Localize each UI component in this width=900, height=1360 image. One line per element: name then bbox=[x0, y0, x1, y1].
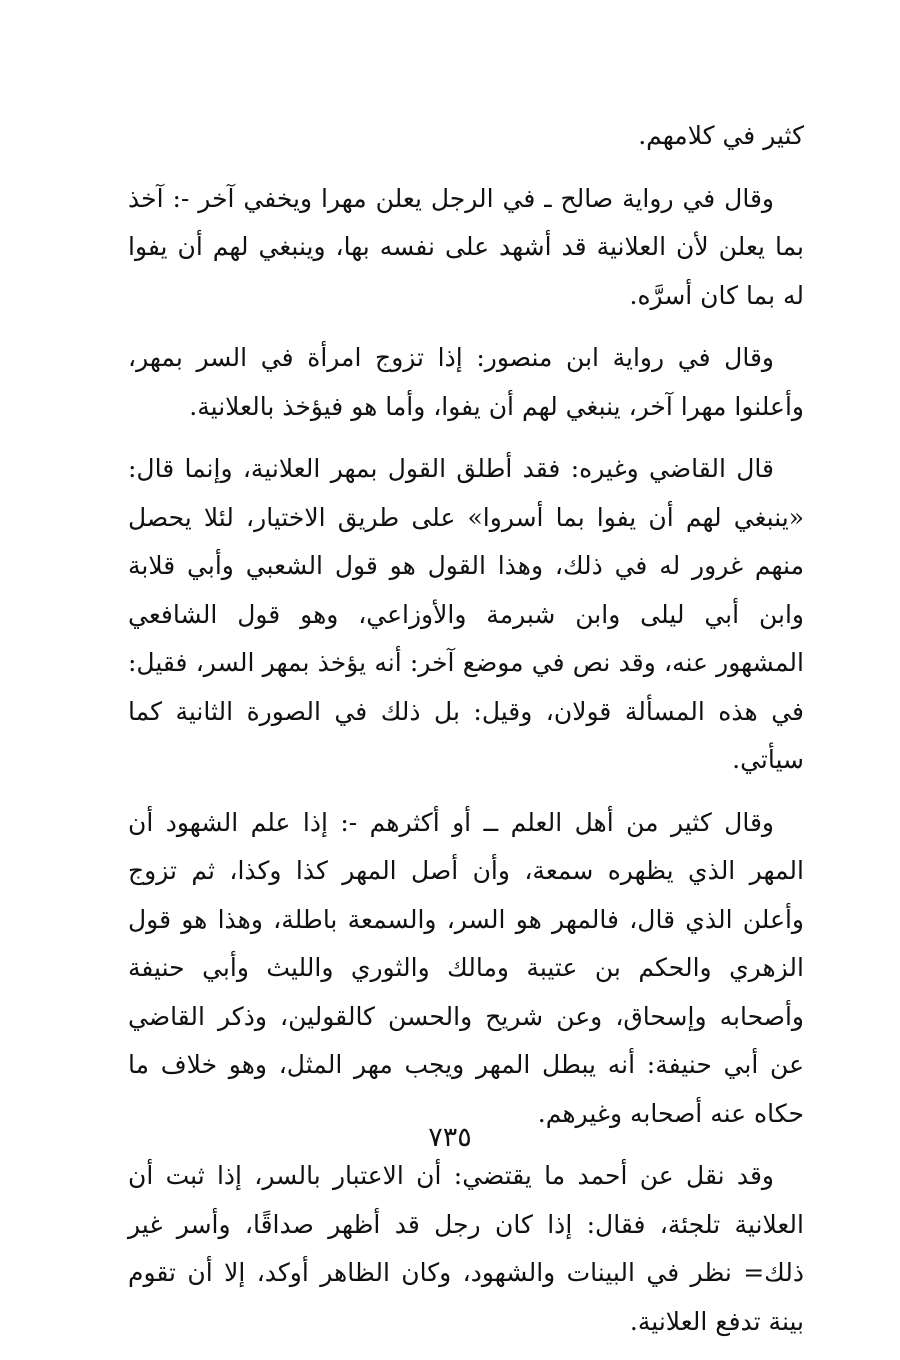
paragraph-continuation: كثير في كلامهم. bbox=[638, 121, 804, 150]
page-body bbox=[128, 112, 804, 1360]
paragraph-salih-narration: وقال في رواية صالح ـ في الرجل يعلن مهرا ويخفي آخر -: آخذ بما يعلن لأن العلانية قد أشهد على نفسه بها، وينبغي لهم أن يفوا له بما كان أسرَّه. bbox=[128, 183, 804, 310]
paragraph-qadi-commentary: قال القاضي وغيره: فقد أطلق القول بمهر العلانية، وإنما قال: «ينبغي لهم أن يفوا بما أسروا» على طريق الاختيار، لئلا يحصل منهم غرور له في ذلك، وهذا القول هو قول الشعبي وأبي قلابة وابن أبي ليلى وابن شبرمة والأوزاعي، وهو قول الشافعي المشهور عنه، وقد نص في موضع آخر: أنه يؤخذ بمهر السر، فقيل: في هذه المسألة قولان، وقيل: بل ذلك في الصورة الثانية كما سيأتي. bbox=[128, 454, 804, 774]
paragraph-ahmad-narration: وقد نقل عن أحمد ما يقتضي: أن الاعتبار بالسر، إذا ثبت أن العلانية تلجئة، فقال: إذا كان رجل قد أظهر صداقًا، وأسر غير ذلك= نظر في البينات والشهود، وكان الظاهر أوكد، إلا أن تقوم بينة تدفع العلانية. bbox=[128, 1161, 804, 1336]
paragraph-scholars-opinion: وقال كثير من أهل العلم ــ أو أكثرهم -: إذا علم الشهود أن المهر الذي يظهره سمعة، وأن أصل المهر كذا وكذا، ثم تزوج وأعلن الذي قال، فالمهر هو السر، والسمعة باطلة، وهذا هو قول الزهري والحكم بن عتيبة ومالك والثوري والليث وأبي حنيفة وأصحابه وإسحاق، وعن شريح والحسن كالقولين، وذكر القاضي عن أبي حنيفة: أنه يبطل المهر ويجب مهر المثل، وهو خلاف ما حكاه عنه أصحابه وغيرهم. bbox=[128, 807, 804, 1128]
page-number: ٧٣٥ bbox=[428, 1122, 472, 1153]
paragraph-ibn-mansur-narration: وقال في رواية ابن منصور: إذا تزوج امرأة في السر بمهر، وأعلنوا مهرا آخر، ينبغي لهم أن يفوا، وأما هو فيؤخذ بالعلانية. bbox=[128, 343, 804, 421]
